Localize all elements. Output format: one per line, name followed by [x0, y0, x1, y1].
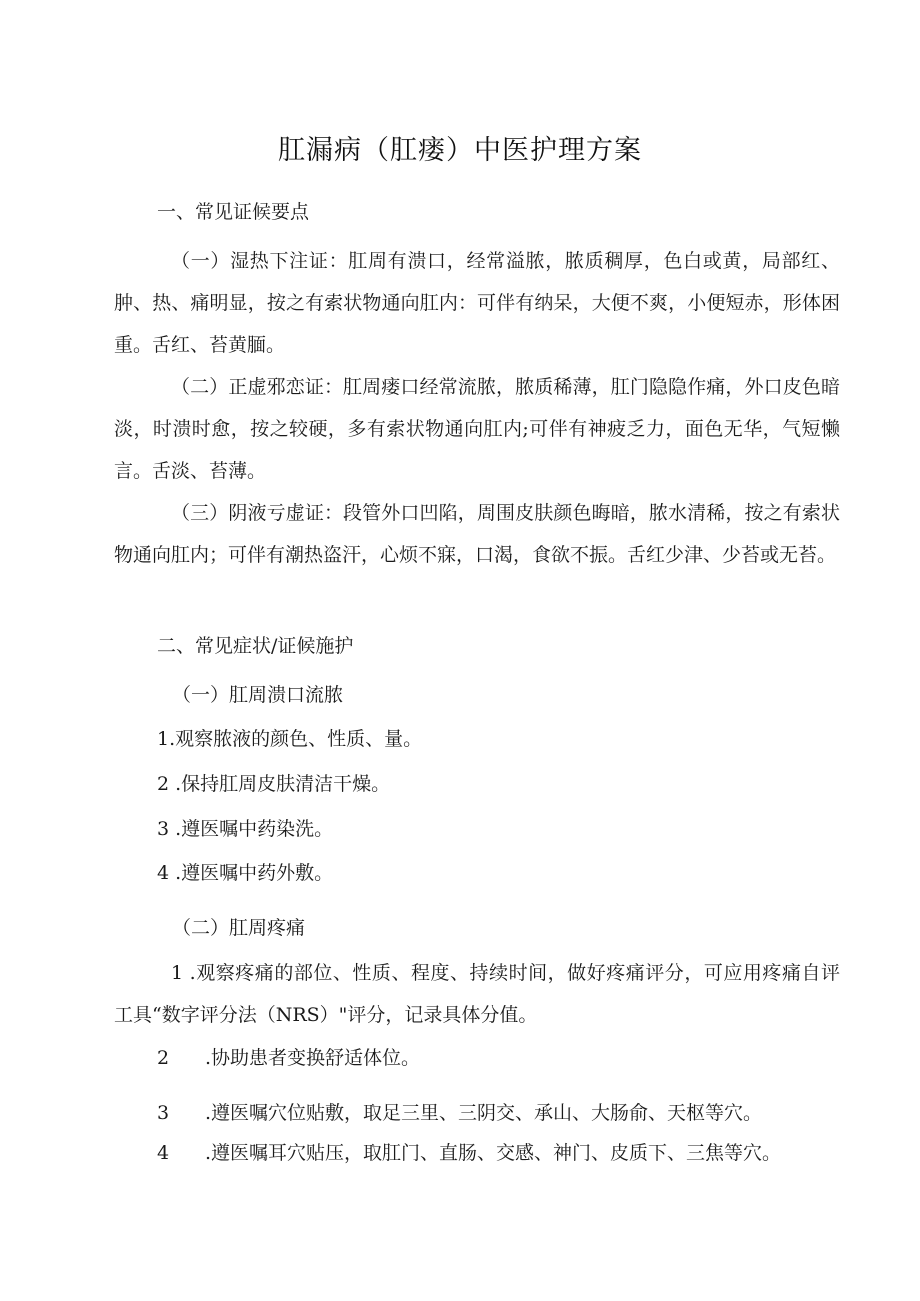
section-1-heading: 一、常见证候要点: [157, 201, 310, 223]
paragraph-yin-deficiency: （三）阴液亏虚证：段管外口凹陷，周围皮肤颜色晦暗，脓水清稀，按之有索状物通向肛内；可伴有潮热盗汗，心烦不寐，口渴，食欲不振。舌红少津、少苔或无苔。: [114, 502, 840, 566]
list-item: [157, 1101, 762, 1125]
subsection-pain-heading: （二）肛周疼痛: [172, 917, 306, 939]
item-text: .协助患者变换舒适体位。: [205, 1047, 421, 1069]
list-item: 3 .遵医嘱中药染洗。: [157, 818, 334, 840]
item-text: .遵医嘱耳穴贴压，取肛门、直肠、交感、神门、皮质下、三焦等穴。: [205, 1142, 782, 1164]
item-number: 2: [157, 1047, 170, 1069]
list-item: 1.观察脓液的颜色、性质、量。: [157, 728, 423, 750]
document-title: 肛漏病（肛瘘）中医护理方案: [278, 135, 642, 166]
section-2-heading: 二、常见症状/证候施护: [157, 635, 354, 657]
item-number: 4: [157, 1142, 170, 1164]
subsection-pus-heading: （一）肛周溃口流脓: [172, 684, 344, 706]
list-item: [157, 1141, 781, 1165]
item-number: 3: [157, 1102, 170, 1124]
list-item: 2 .保持肛周皮肤清洁干燥。: [157, 773, 391, 795]
pain-item-1: 1 .观察疼痛的部位、性质、程度、持续时间，做好疼痛评分，可应用疼痛自评工具“数字评分法（NRS）"评分，记录具体分值。: [114, 962, 840, 1026]
item-text: .遵医嘱穴位贴敷，取足三里、三阴交、承山、大肠俞、天枢等穴。: [205, 1102, 763, 1124]
list-item: [157, 1046, 420, 1070]
paragraph-damp-heat: （一）湿热下注证：肛周有溃口，经常溢脓，脓质稠厚，色白或黄，局部红、肿、热、痛明显，按之有索状物通向肛内：可伴有纳呆，大便不爽，小便短赤，形体困重。舌红、苔黄腼。: [114, 250, 840, 356]
list-item: 4 .遵医嘱中药外敷。: [157, 862, 334, 884]
paragraph-deficiency: （二）正虚邪恋证：肛周瘘口经常流脓，脓质稀薄，肛门隐隐作痛，外口皮色暗淡，时溃时愈，按之较硬，多有索状物通向肛内;可伴有神疲乏力，面色无华，气短懒言。舌淡、苔薄。: [114, 376, 840, 482]
